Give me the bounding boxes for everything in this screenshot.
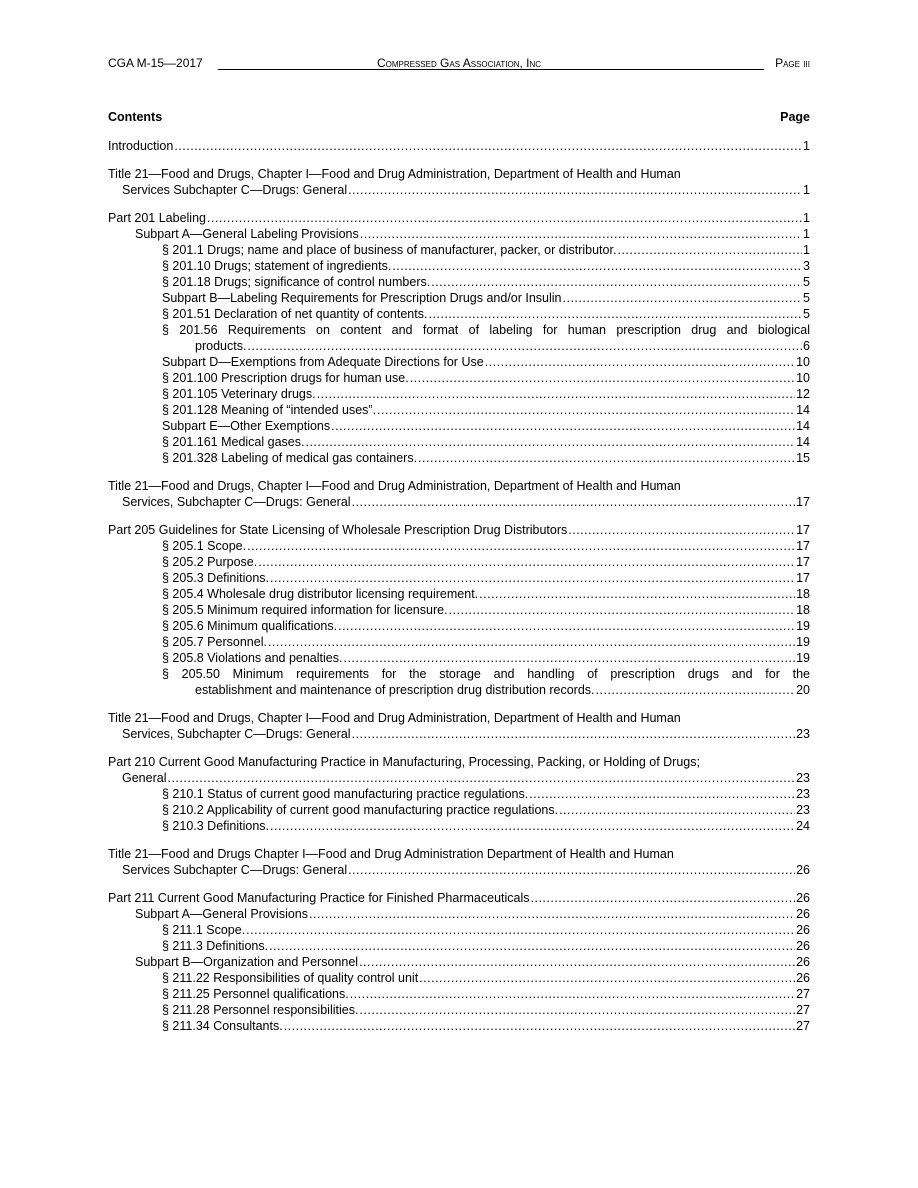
table-of-contents [108, 138, 810, 1034]
toc-entry[interactable]: Subpart B—Labeling Requirements for Prescription Drugs and/or Insulin ..... 5 [108, 290, 810, 306]
toc-entry[interactable]: § 205.7 Personnel. ..... 19 [108, 634, 810, 650]
toc-entry[interactable]: Subpart D—Exemptions from Adequate Directions for Use ..... 10 [108, 354, 810, 370]
page-column-label: Page [780, 110, 810, 124]
page-header [108, 56, 810, 72]
toc-entry[interactable]: Subpart A—General Provisions ..... 26 [108, 906, 810, 922]
toc-entry[interactable]: § 201.161 Medical gases. ..... 14 [108, 434, 810, 450]
toc-entry[interactable]: § 211.3 Definitions. ..... 26 [108, 938, 810, 954]
toc-entry[interactable]: § 201.328 Labeling of medical gas containers. ..... 15 [108, 450, 810, 466]
toc-entry[interactable]: § 210.1 Status of current good manufacturing practice regulations. ..... 23 [108, 786, 810, 802]
toc-entry[interactable]: Title 21—Food and Drugs, Chapter I—Food and Drug Administration, Department of Health and Human Services Subchapter C—Drugs: General ..... 1 [108, 166, 810, 198]
toc-entry[interactable]: § 211.25 Personnel qualifications. ..... 27 [108, 986, 810, 1002]
toc-entry[interactable]: § 205.8 Violations and penalties. ..... 19 [108, 650, 810, 666]
toc-entry[interactable]: Part 201 Labeling ..... 1 [108, 210, 810, 226]
toc-entry[interactable]: Part 205 Guidelines for State Licensing of Wholesale Prescription Drug Distributors ..... 17 [108, 522, 810, 538]
toc-entry[interactable]: § 201.56 Requirements on content and format of labeling for human prescription drug and biological products. ..... 6 [108, 322, 810, 354]
toc-entry[interactable]: § 201.10 Drugs; statement of ingredients. ..... 3 [108, 258, 810, 274]
toc-entry[interactable]: § 205.1 Scope. ..... 17 [108, 538, 810, 554]
contents-title: Contents [108, 110, 163, 124]
toc-entry[interactable]: § 211.34 Consultants. ..... 27 [108, 1018, 810, 1034]
toc-entry[interactable]: Subpart B—Organization and Personnel ..... 26 [108, 954, 810, 970]
toc-entry[interactable]: § 205.3 Definitions. ..... 17 [108, 570, 810, 586]
toc-entry[interactable]: § 211.22 Responsibilities of quality control unit ..... 26 [108, 970, 810, 986]
toc-entry[interactable]: § 205.6 Minimum qualifications. ..... 19 [108, 618, 810, 634]
toc-entry[interactable]: Part 210 Current Good Manufacturing Practice in Manufacturing, Processing, Packing, or Holding of Drugs; General ..... 23 [108, 754, 810, 786]
toc-entry[interactable]: Part 211 Current Good Manufacturing Practice for Finished Pharmaceuticals ..... 26 [108, 890, 810, 906]
toc-entry[interactable]: § 210.2 Applicability of current good manufacturing practice regulations. ..... 23 [108, 802, 810, 818]
contents-heading [108, 110, 810, 124]
toc-entry[interactable]: Subpart A—General Labeling Provisions ..... 1 [108, 226, 810, 242]
toc-entry[interactable]: Title 21—Food and Drugs Chapter I—Food and Drug Administration Department of Health and Human Services Subchapter C—Drugs: General ..... 26 [108, 846, 810, 878]
toc-entry[interactable]: § 201.128 Meaning of “intended uses”. ..... 14 [108, 402, 810, 418]
toc-entry[interactable]: Introduction ..... 1 [108, 138, 810, 154]
toc-entry[interactable]: § 201.1 Drugs; name and place of business of manufacturer, packer, or distributor. ..... 1 [108, 242, 810, 258]
toc-entry[interactable]: § 210.3 Definitions. ..... 24 [108, 818, 810, 834]
publisher-name: Compressed Gas Association, Inc [376, 56, 542, 70]
toc-entry[interactable]: § 205.50 Minimum requirements for the storage and handling of prescription drugs and for the establishment and maintenance of prescription drug distribution records. ..... 20 [108, 666, 810, 698]
toc-entry[interactable]: § 201.105 Veterinary drugs. ..... 12 [108, 386, 810, 402]
toc-entry[interactable]: § 205.4 Wholesale drug distributor licensing requirement. ..... 18 [108, 586, 810, 602]
page-number: Page iii [775, 56, 810, 70]
toc-entry[interactable]: § 205.5 Minimum required information for licensure. ..... 18 [108, 602, 810, 618]
toc-entry[interactable]: § 201.51 Declaration of net quantity of contents. ..... 5 [108, 306, 810, 322]
toc-entry[interactable]: § 201.100 Prescription drugs for human use. ..... 10 [108, 370, 810, 386]
document-id: CGA M-15—2017 [108, 56, 203, 70]
toc-entry[interactable]: § 201.18 Drugs; significance of control numbers. ..... 5 [108, 274, 810, 290]
toc-entry[interactable]: § 211.28 Personnel responsibilities. ..... 27 [108, 1002, 810, 1018]
toc-entry[interactable]: § 205.2 Purpose. ..... 17 [108, 554, 810, 570]
toc-entry[interactable]: Subpart E—Other Exemptions ..... 14 [108, 418, 810, 434]
toc-entry[interactable]: Title 21—Food and Drugs, Chapter I—Food and Drug Administration, Department of Health and Human Services, Subchapter C—Drugs: General ..... 17 [108, 478, 810, 510]
toc-entry[interactable]: § 211.1 Scope. ..... 26 [108, 922, 810, 938]
header-rule [218, 69, 764, 70]
toc-entry[interactable]: Title 21—Food and Drugs, Chapter I—Food and Drug Administration, Department of Health and Human Services, Subchapter C—Drugs: General ..... 23 [108, 710, 810, 742]
